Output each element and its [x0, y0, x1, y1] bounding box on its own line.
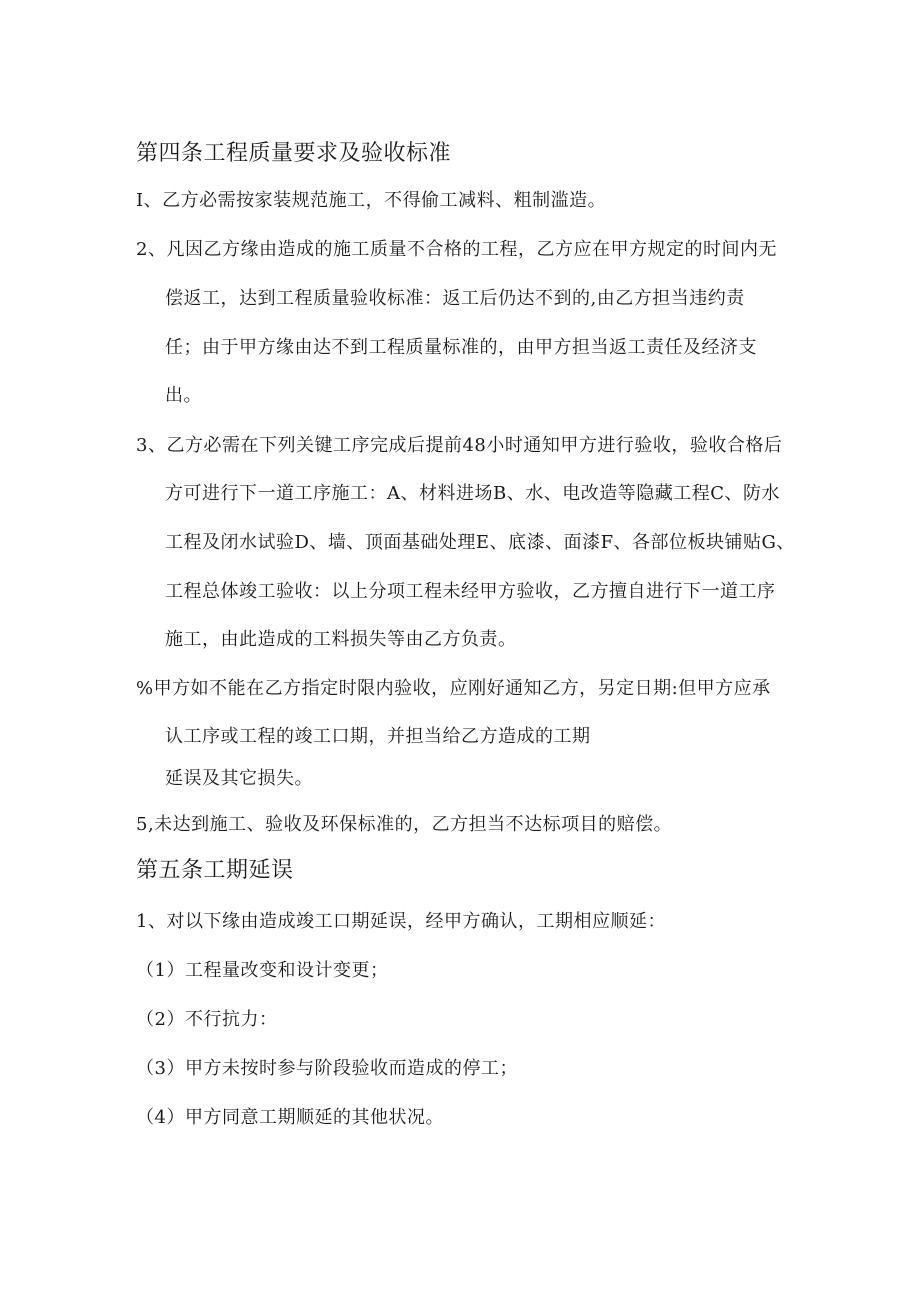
section4-item1: I、乙方必需按家装规范施工，不得偷工减料、粗制滥造。 — [136, 190, 607, 211]
section4-item3-line3: 工程及闭水试验D、墙、顶面基础处理E、底漆、面漆F、各部位板块铺贴G、 — [165, 532, 795, 553]
section4-item5: 5,未达到施工、验收及环保标准的，乙方担当不达标项目的赔偿。 — [136, 814, 673, 835]
section5-subitem-3: （3）甲方未按时参与阶段验收而造成的停工； — [136, 1058, 518, 1079]
section4-item4-line1: %甲方如不能在乙方指定时限内验收，应刚好通知乙方，另定日期:但甲方应承 — [136, 678, 771, 699]
section4-item2-line2: 偿返工，达到工程质量验收标准：返工后仍达不到的,由乙方担当违约责 — [165, 288, 745, 309]
section5-title: 第五条工期延误 — [136, 858, 294, 883]
section4-item3-line4: 工程总体竣工验收：以上分项工程未经甲方验收，乙方擅自进行下一道工序 — [165, 581, 776, 602]
section4-item2-line3: 任；由于甲方缘由达不到工程质量标准的，由甲方担当返工责任及经济支 — [165, 337, 757, 358]
section4-item3-line2: 方可进行下一道工序施工：A、材料进场B、水、电改造等隐藏工程C、防水 — [165, 483, 780, 504]
section5-item1: 1、对以下缘由造成竣工口期延误，经甲方确认，工期相应顺延： — [136, 911, 666, 932]
section5-subitem-1: （1）工程量改变和设计变更； — [136, 960, 389, 981]
section4-item2-line1: 2、凡因乙方缘由造成的施工质量不合格的工程，乙方应在甲方规定的时间内无 — [136, 239, 777, 260]
section4-item2-line4: 出。 — [165, 385, 202, 406]
section4-title: 第四条工程质量要求及验收标准 — [136, 141, 452, 166]
section4-item4-line2: 认工序或工程的竣工口期，并担当给乙方造成的工期 — [165, 726, 591, 747]
section4-item4-line3: 延误及其它损失。 — [165, 768, 313, 789]
section4-item3-line5: 施工，由此造成的工料损失等由乙方负责。 — [165, 629, 517, 650]
section4-item3-line1: 3、乙方必需在下列关键工序完成后提前48小时通知甲方进行验收，验收合格后 — [136, 435, 783, 456]
section5-subitem-2: （2）不行抗力： — [136, 1009, 278, 1030]
section5-subitem-4: （4）甲方同意工期顺延的其他状况。 — [136, 1107, 444, 1128]
